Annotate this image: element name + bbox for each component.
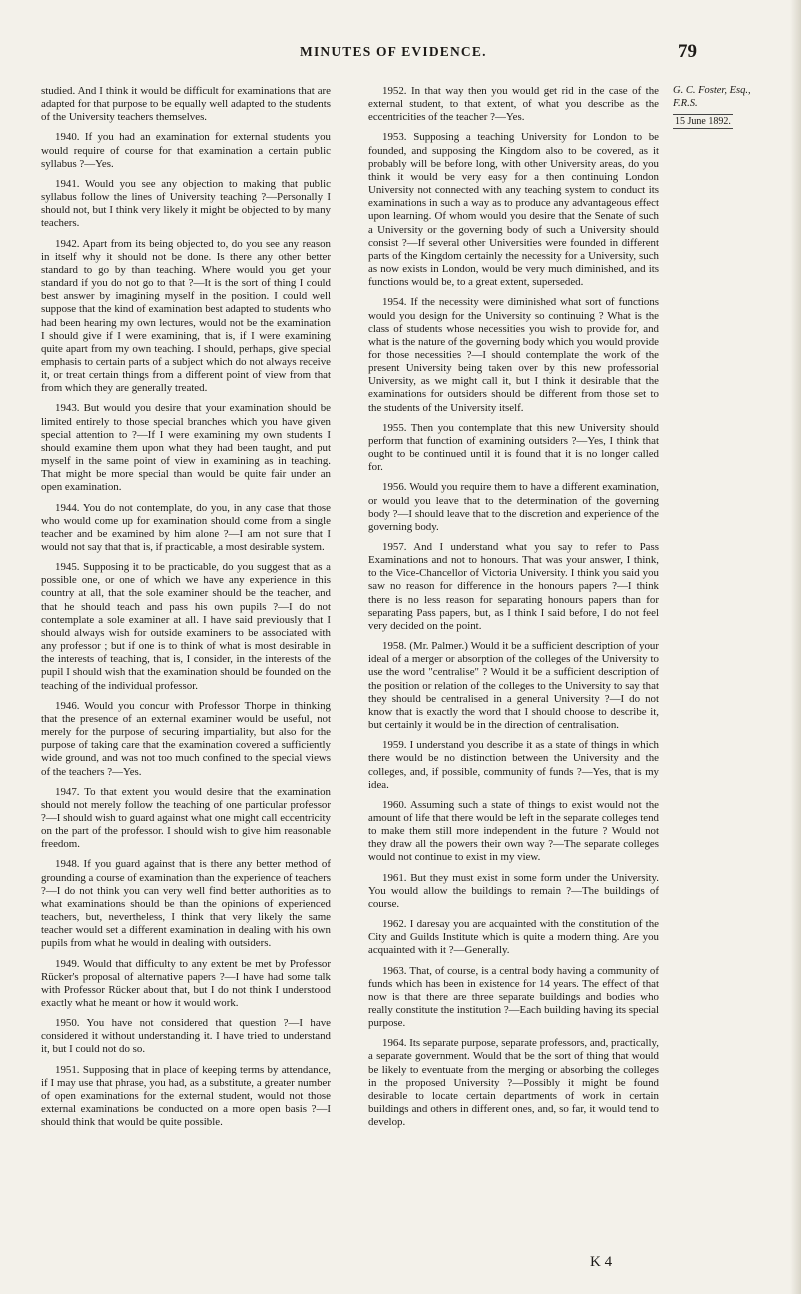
witness-name: G. C. Foster, Esq., F.R.S.: [673, 85, 751, 109]
paragraph: 1958. (Mr. Palmer.) Would it be a sufficient description of your ideal of a merger or absorption of the colleges of the University to use the word "centralise" ? Would it be a sufficient description of the position or relation of the colleges to the University to say that they should be centralised in a general University ?—I do not know that is exactly the word that I should choose to describe it, but certainly it would be in the direction of centralisation.: [368, 640, 659, 732]
paragraph: 1944. You do not contemplate, do you, in any case that those who would come up for examination should come from a single teacher and be examined by him alone ?—I am not sure that I would not say that that is, if practicable, a most desirable system.: [41, 501, 331, 553]
paragraph: 1964. Its separate purpose, separate professors, and, practically, a separate government. Would that be the sort of thing that would be likely to eventuate from the merging or absorbing the colleges in the proposed University ?—Possibly it might be found desirable to locate certain departments of work in certain buildings and others in different ones, and, so far, it would tend to develop.: [368, 1037, 659, 1129]
page-number: 79: [678, 41, 697, 62]
margin-note: [673, 84, 777, 129]
session-date: 15 June 1892.: [675, 116, 731, 127]
paragraph: 1941. Would you see any objection to making that public syllabus follow the lines of University teaching ?—Personally I should not, but I think very likely it might be objected to by many teachers.: [41, 177, 331, 230]
paragraph: 1963. That, of course, is a central body having a community of funds which has been in existence for 14 years. The effect of that now is that there are three separate buildings and bodies who really constitute the institution ?—Each building having its special purpose.: [368, 964, 659, 1030]
paragraph: 1940. If you had an examination for external students you would require of course for that examination a certain public syllabus ?—Yes.: [41, 131, 331, 170]
paragraph: 1943. But would you desire that your examination should be limited entirely to those special branches which you have given special attention to ?—If I were examining my own students I should examine them upon what they had been taught, and put myself in the same point of view in examining as in teaching. That might be more special than would be quite fair under an open examination.: [41, 402, 331, 494]
paragraph: 1954. If the necessity were diminished what sort of functions would you design for the University so continuing ? What is the class of students whose necessities you wish to provide for, and what is the nature of the governing body which you would provide for those necessities ?—I should contemplate the work of the present University being taken over by this new professorial University, as we might call it, but I think it desirable that the examinations for outsiders should be different from those set to the students of the University itself.: [368, 296, 659, 414]
right-column: [368, 85, 659, 1136]
page-header: [0, 41, 801, 68]
paragraph: 1955. Then you contemplate that this new University should perform that function of examining outsiders ?—Yes, I think that ought to be continued until it is found that it is no longer called for.: [368, 421, 659, 474]
paragraph: 1957. And I understand what you say to refer to Pass Examinations and not to honours. That was your answer, I think, to the Vice-Chancellor of Victoria University. I think you said you saw no reason for difference in the honours papers ?—I think there is no less reason for separating honours papers than for separating Pass papers, but, as I think I said before, I do not feel very decided on the point.: [368, 541, 659, 632]
paragraph: 1951. Supposing that in place of keeping terms by attendance, if I may use that phrase, you had, as a substitute, a greater number of open examinations for the external student, would not those external examinations be conducted on a more open basis ?—I should think that would be quite possible.: [41, 1063, 331, 1129]
paragraph: studied. And I think it would be difficult for examinations that are adapted for that purpose to be equally well adapted to the students of the University teachers themselves.: [41, 85, 331, 124]
paragraph: 1962. I daresay you are acquainted with the constitution of the City and Guilds Institute which is quite a modern thing. Are you acquainted with it ?—Generally.: [368, 918, 659, 957]
paragraph: 1959. I understand you describe it as a state of things in which there would be no distinction between the University and the colleges, and, if possible, community of funds ?—Yes, that is my idea.: [368, 739, 659, 791]
left-column: [41, 85, 331, 1136]
paragraph: 1960. Assuming such a state of things to exist would not the amount of life that there would be left in the separate colleges tend to make them still more independent in the future ? Would not they draw all the powers their own way ?—The separate colleges would not continue to exist in my view.: [368, 798, 659, 864]
paragraph: 1948. If you guard against that is there any better method of grounding a course of examination than the experience of teachers ?—I do not think you can very well find better authorities as to what examinations should be than the opinions of experienced teachers, but, nevertheless, I think that very likely the same teacher would set a different examination in dealing with his own pupils from what he would in dealing with outsiders.: [41, 858, 331, 950]
paragraph: 1949. Would that difficulty to any extent be met by Professor Rücker's proposal of alternative papers ?—I have had some talk with Professor Rücker about that, but I do not think I understood exactly what he meant or how it would work.: [41, 957, 331, 1009]
running-title: MINUTES OF EVIDENCE.: [300, 44, 487, 59]
paragraph: 1952. In that way then you would get rid in the case of the external student, to that extent, of what you describe as the eccentricities of the teacher ?—Yes.: [368, 85, 659, 124]
paragraph: 1942. Apart from its being objected to, do you see any reason in itself why it should not be done. Is there any other better standard to go by than teaching. Where would you get your standard if you do not go to that ?—It is the sort of thing I could best answer by imagining myself in the position. I could well suppose that the kind of examination best adapted to students who had been hearing my own lectures, would not be the examination I should give if I were examining, that is, if I were examining quite apart from my own teaching. I should, perhaps, give special emphasis to certain parts of a subject which do not always receive it, or treat certain things from a different point of view from that from which they are generally treated.: [41, 237, 331, 395]
paragraph: 1961. But they must exist in some form under the University. You would allow the buildings to remain ?—The buildings of course.: [368, 871, 659, 910]
page-edge-shadow: [790, 0, 801, 1294]
paragraph: 1956. Would you require them to have a different examination, or would you leave that to the determination of the governing body ?—I should leave that to the discretion and experience of the governing body.: [368, 481, 659, 533]
paragraph: 1946. Would you concur with Professor Thorpe in thinking that the presence of an external examiner would be useful, not merely for the purpose of securing impartiality, but also for the purpose of taking care that the examination covered a sufficiently wide ground, and was not too much confined to the special views of the teachers ?—Yes.: [41, 699, 331, 778]
signature-mark: K 4: [590, 1254, 613, 1270]
paragraph: 1953. Supposing a teaching University for London to be founded, and supposing the Kingdom also to be covered, as it probably will be before long, with other University areas, do you think it would be very easy for a then continuing London University not connected with any teaching system to conduct its examinations in such a way as to produce any advantageous effect upon learning. Of whom would you desire that the Senate of such a University or the governing body of such a University should consist ?—If several other Universities were founded in different parts of the Kingdom certainly the necessity for a University, such as now exists in London, would be very much diminished, and its functions would be, to a great extent, superseded.: [368, 131, 659, 289]
paragraph: 1950. You have not considered that question ?—I have considered it without understanding it. I have tried to understand it, but I could not do so.: [41, 1017, 331, 1056]
paragraph: 1945. Supposing it to be practicable, do you suggest that as a possible one, or one of which we have any experience in this country at all, that the sole examiner should be the teacher, and that he should teach and pass his own pupils ?—I do not contemplate a sole examiner at all. I have said previously that I should always wish for outside examiners to be associated with any professor ; but if one is to think of what is most desirable in the interests of teaching, that is, I consider, in the interests of the pupil I should wish that the examination should be founded on the teaching of the individual professor.: [41, 561, 331, 692]
paragraph: 1947. To that extent you would desire that the examination should not merely follow the teaching of one particular professor ?—I should wish to guard against what one might call eccentricity on the part of the professor. I should wish to give him reasonable freedom.: [41, 785, 331, 851]
